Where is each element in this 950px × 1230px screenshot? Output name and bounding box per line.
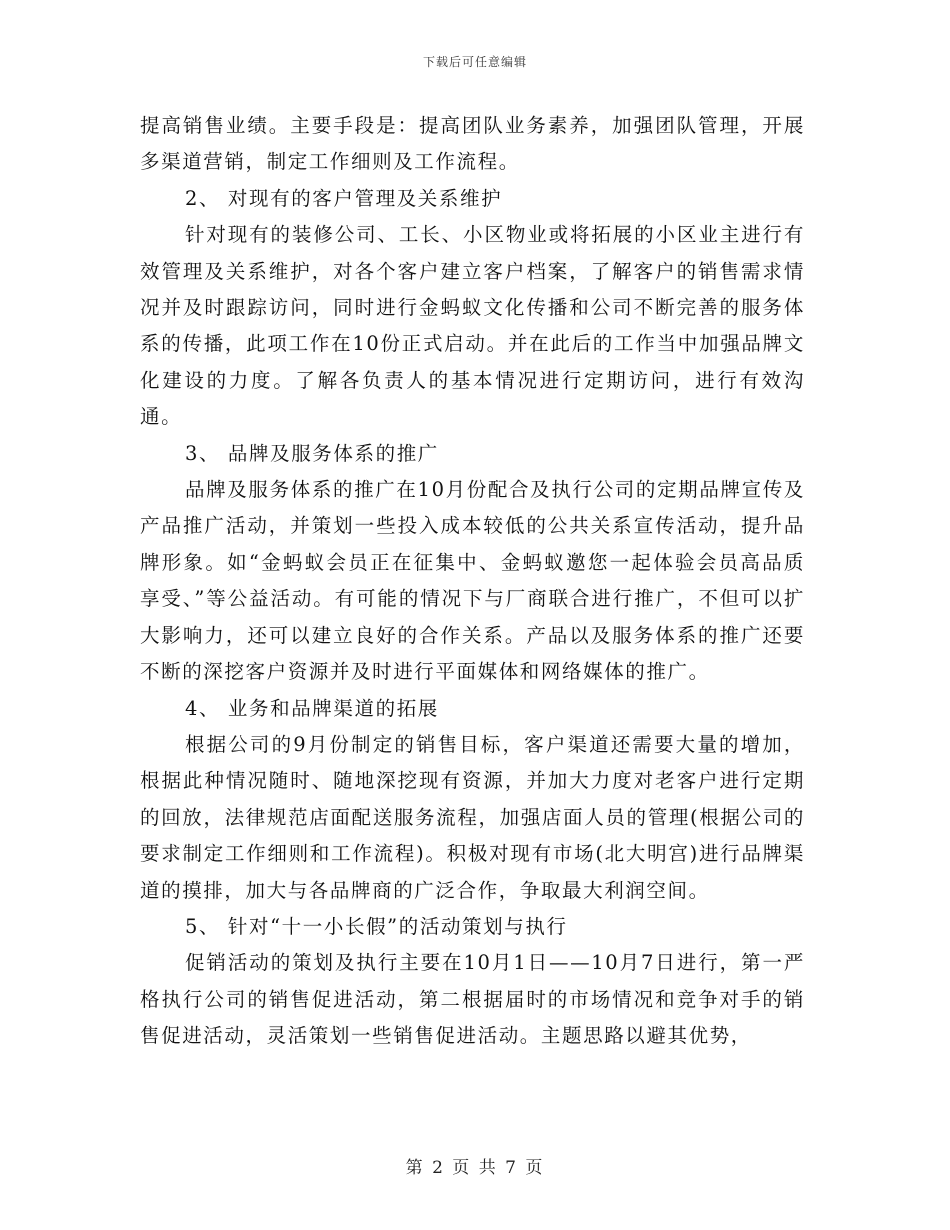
paragraph-holiday-campaign: 促销活动的策划及执行主要在10月1日——10月7日进行，第一严格执行公司的销售促进活动，第二根据届时的市场情况和竞争对手的销售促进活动，灵活策划一些销售促进活动。主题思路以避其优势， — [140, 951, 805, 1048]
paragraph-brand-promotion: 品牌及服务体系的推广在10月份配合及执行公司的定期品牌宣传及产品推广活动，并策划一些投入成本较低的公共关系宣传活动，提升品牌形象。如“金蚂蚁会员正在征集中、金蚂蚁邀您一起体验会员高品质享受、”等公益活动。有可能的情况下与厂商联合进行推广，不但可以扩大影响力，还可以建立良好的合作关系。产品以及服务体系的推广还要不断的深挖客户资源并及时进行平面媒体和网络媒体的推广。 — [140, 478, 805, 684]
section-heading-4: 4、 业务和品牌渠道的拓展 — [185, 696, 439, 720]
paragraph-customer-management: 针对现有的装修公司、工长、小区物业或将拓展的小区业主进行有效管理及关系维护，对各个客户建立客户档案，了解客户的销售需求情况并及时跟踪访问，同时进行金蚂蚁文化传播和公司不断完善的服务体系的传播，此项工作在10份正式启动。并在此后的工作当中加强品牌文化建设的力度。了解各负责人的基本情况进行定期访问，进行有效沟通。 — [140, 223, 805, 429]
section-heading-3: 3、 品牌及服务体系的推广 — [185, 441, 439, 465]
document-body — [140, 108, 805, 1055]
section-heading-2: 2、 对现有的客户管理及关系维护 — [185, 186, 503, 210]
header-note: 下载后可任意编辑 — [422, 55, 527, 69]
section-heading-5: 5、 针对“十一小长假”的活动策划与执行 — [185, 914, 568, 938]
paragraph-channel-expansion: 根据公司的9月份制定的销售目标，客户渠道还需要大量的增加，根据此种情况随时、随地深挖现有资源，并加大力度对老客户进行定期的回放，法律规范店面配送服务流程，加强店面人员的管理(根据公司的要求制定工作细则和工作流程)。积极对现有市场(北大明宫)进行品牌渠道的摸排，加大与各品牌商的广泛合作，争取最大利润空间。 — [140, 732, 805, 902]
paragraph-continuation: 提高销售业绩。主要手段是：提高团队业务素养，加强团队管理，开展多渠道营销，制定工作细则及工作流程。 — [140, 114, 805, 174]
page-number-footer: 第 2 页 共 7 页 — [405, 1158, 545, 1178]
